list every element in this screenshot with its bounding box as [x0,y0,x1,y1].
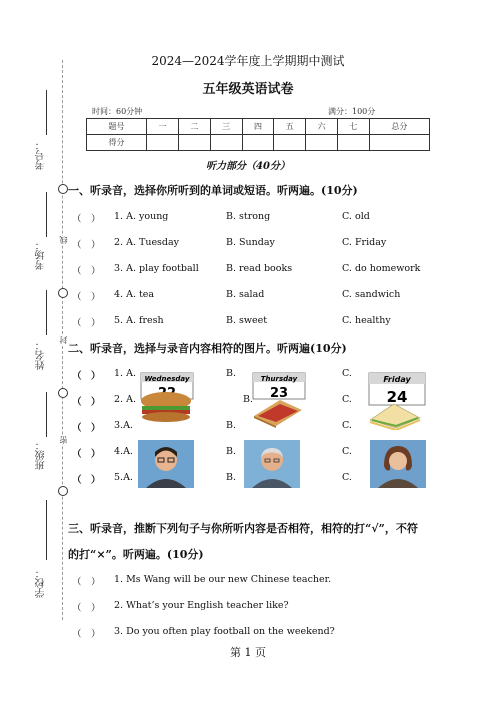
score-input-cell[interactable] [369,135,429,151]
option-a: 1. A. young [114,211,169,222]
sandwich-image [366,400,424,430]
score-input-cell[interactable] [242,135,274,151]
answer-paren[interactable]: （ ） [72,629,101,640]
exam-subtitle: 五年级英语试卷 [202,82,294,97]
option-b: B. [226,446,237,457]
side-word-seal: 封 [59,336,68,344]
option-c: C. [342,420,352,431]
score-cell: 三 [210,119,242,135]
calendar-number: 23 [269,386,289,400]
side-field-exam-number: 考号： [36,140,47,170]
hotdog-sandwich-image [250,394,306,428]
side-blank [46,392,47,437]
option-c: C. [342,394,352,405]
option-a: 5. A. fresh [114,315,164,326]
section-2-title: 二、听录音，选择与录音内容相符的图片。听两遍(10分) [68,342,347,355]
side-word-secret: 密 [59,436,68,444]
side-field-exam-room: 考场： [36,240,47,270]
option-a: 4. A. tea [114,289,155,300]
option-b: B. [243,394,254,405]
answer-paren[interactable]: （ ） [72,577,101,588]
answer-paren[interactable]: （ ） [72,292,101,303]
side-blank [46,500,47,560]
answer-paren[interactable]: （ ） [72,423,101,434]
option-a: 5.A. [114,472,133,483]
exam-full-score: 满分：100分 [328,107,376,116]
score-input-cell[interactable] [210,135,242,151]
exam-title: 2024—2024学年度上学期期中测试 [151,54,345,68]
option-a: 3.A. [114,420,133,431]
option-c: C. healthy [342,315,391,326]
option-a: 2. A. [114,394,136,405]
side-blank [46,192,47,237]
side-field-name: 姓名： [36,340,47,370]
score-table [86,118,430,151]
score-input-cell[interactable] [147,135,179,151]
calendar-day-label: Thursday [260,375,298,383]
exam-time: 时间：60分钟 [92,107,143,116]
option-a: 3. A. play football [114,263,199,274]
calendar-day-label: Wednesday [144,375,190,383]
side-field-class: 班级： [36,440,47,470]
listening-part-title: 听力部分（40分） [206,161,290,172]
statement-text: 1. Ms Wang will be our new Chinese teacher. [114,574,332,585]
option-b: B. [226,472,237,483]
calendar-number: 24 [386,388,408,406]
score-cell: 五 [274,119,306,135]
option-b: B. [226,368,237,379]
answer-paren[interactable]: （ ） [72,266,101,277]
option-c: C. old [342,211,370,222]
section-3-title-line1: 三、听录音，推断下列句子与你所听内容是否相符，相符的打“√”，不符 [68,522,418,535]
answer-paren[interactable]: （ ） [72,449,101,460]
option-b: B. read books [226,263,293,274]
section-1-title: 一、听录音，选择你所听到的单词或短语。听两遍。(10分) [68,184,358,197]
option-c: C. [342,446,352,457]
score-cell: 题号 [87,119,147,135]
score-input-cell[interactable] [306,135,338,151]
score-input-cell[interactable] [178,135,210,151]
option-c: C. sandwich [342,289,401,300]
answer-paren[interactable]: （ ） [72,475,101,486]
score-input-cell[interactable] [337,135,369,151]
option-b: B. salad [226,289,265,300]
binding-circle [58,486,68,496]
answer-paren[interactable]: （ ） [72,240,101,251]
page-number: 第 1 页 [230,646,266,659]
score-cell: 二 [178,119,210,135]
side-blank [46,290,47,335]
option-a: 1. A. [114,368,136,379]
score-cell: 四 [242,119,274,135]
statement-text: 3. Do you often play football on the weekend? [114,626,335,637]
answer-paren[interactable]: （ ） [72,214,101,225]
option-c: C. [342,472,352,483]
score-cell: 总分 [369,119,429,135]
side-word-line: 线 [59,236,68,244]
binding-circle [58,184,68,194]
side-field-school: 学校： [36,568,47,598]
option-b: B. sweet [226,315,268,326]
option-c: C. [342,368,352,379]
young-man-portrait-image [138,440,194,488]
woman-portrait-image [370,440,426,488]
score-cell: 六 [306,119,338,135]
answer-paren[interactable]: （ ） [72,397,101,408]
answer-paren[interactable]: （ ） [72,603,101,614]
answer-paren[interactable]: （ ） [72,318,101,329]
score-cell: 一 [147,119,179,135]
binding-circle [58,288,68,298]
option-b: B. Sunday [226,237,275,248]
statement-text: 2. What’s your English teacher like? [114,600,289,611]
option-c: C. Friday [342,237,387,248]
option-b: B. strong [226,211,271,222]
score-cell: 得分 [87,135,147,151]
old-man-portrait-image [244,440,300,488]
answer-paren[interactable]: （ ） [72,371,101,382]
option-a: 2. A. Tuesday [114,237,180,248]
binding-circle [58,388,68,398]
score-cell: 七 [337,119,369,135]
option-b: B. [226,420,237,431]
option-c: C. do homework [342,263,421,274]
score-input-cell[interactable] [274,135,306,151]
section-3-title-line2: 的打“×”。听两遍。(10分) [68,548,204,561]
option-a: 4.A. [114,446,133,457]
calendar-day-label: Friday [383,375,411,384]
score-table-score-row [87,135,430,151]
score-table-header-row [87,119,430,135]
burger-image [138,390,194,424]
